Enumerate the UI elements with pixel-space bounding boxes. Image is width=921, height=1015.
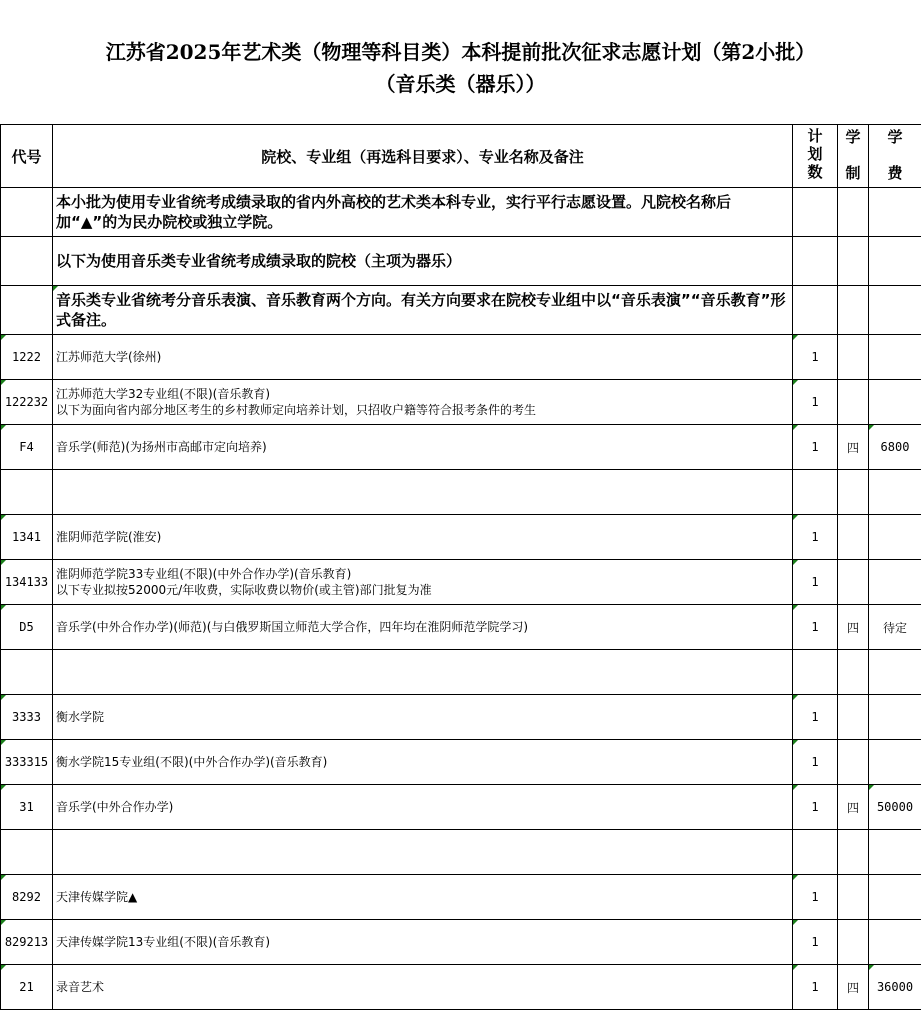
duration-cell	[838, 830, 869, 875]
note-plan-cell	[793, 237, 838, 286]
table-row	[1, 335, 921, 380]
name-cell	[53, 605, 793, 650]
header-plan-char: 划	[807, 145, 823, 163]
note-duration-cell	[838, 286, 869, 335]
document-title-line1: 江苏省2025年艺术类（物理等科目类）本科提前批次征求志愿计划（第2小批）	[105, 40, 816, 64]
note-text: 音乐类专业省统考分音乐表演、音乐教育两个方向。有关方向要求在院校专业组中以“音乐表演”“音乐教育”形式备注。	[53, 286, 793, 335]
name-cell	[53, 830, 793, 875]
plan-count-cell: 1	[793, 740, 838, 785]
name-cell	[53, 380, 793, 425]
name-cell	[53, 650, 793, 695]
name-line2-remark: 以下为面向省内部分地区考生的乡村教师定向培养计划，只招收户籍等符合报考条件的考生	[56, 403, 537, 417]
fee-cell	[869, 875, 921, 920]
code-cell: 1222	[1, 335, 53, 380]
name-line1: 音乐学(师范)(为扬州市高邮市定向培养)	[56, 440, 267, 454]
header-fee	[869, 125, 921, 188]
duration-cell	[838, 560, 869, 605]
plan-count-cell: 1	[793, 785, 838, 830]
header-plan-char: 计	[807, 127, 823, 145]
name-line1: 音乐学(中外合作办学)	[56, 800, 174, 814]
note-row	[1, 188, 921, 237]
header-duration-char: 制	[845, 164, 861, 182]
name-cell	[53, 920, 793, 965]
name-cell	[53, 470, 793, 515]
name-cell	[53, 560, 793, 605]
plan-count-cell: 1	[793, 965, 838, 1010]
code-cell	[1, 650, 53, 695]
name-line1: 江苏师范大学32专业组(不限)(音乐教育)	[56, 387, 270, 401]
plan-count-cell	[793, 470, 838, 515]
code-cell: 3333	[1, 695, 53, 740]
code-cell	[1, 830, 53, 875]
note-row	[1, 286, 921, 335]
duration-cell: 四	[838, 785, 869, 830]
duration-cell: 四	[838, 965, 869, 1010]
header-code: 代号	[1, 125, 53, 188]
fee-cell: 6800	[869, 425, 921, 470]
header-fee-char: 费	[887, 164, 903, 182]
code-cell: 122232	[1, 380, 53, 425]
name-cell	[53, 875, 793, 920]
header-duration-char: 学	[845, 128, 861, 146]
note-plan-cell	[793, 188, 838, 237]
duration-cell	[838, 335, 869, 380]
table-row	[1, 425, 921, 470]
duration-cell: 四	[838, 425, 869, 470]
fee-cell	[869, 695, 921, 740]
plan-count-cell: 1	[793, 920, 838, 965]
header-duration	[838, 125, 869, 188]
table-row	[1, 650, 921, 695]
note-duration-cell	[838, 188, 869, 237]
name-line1: 音乐学(中外合作办学)(师范)(与白俄罗斯国立师范大学合作，四年均在淮阴师范学院学习)	[56, 620, 529, 634]
fee-cell	[869, 515, 921, 560]
duration-cell	[838, 875, 869, 920]
note-fee-cell	[869, 188, 921, 237]
note-text: 以下为使用音乐类专业省统考成绩录取的院校（主项为器乐）	[53, 237, 793, 286]
fee-cell	[869, 335, 921, 380]
name-line2-remark: 以下专业拟按52000元/年收费，实际收费以物价(或主管)部门批复为准	[56, 583, 432, 597]
name-cell	[53, 335, 793, 380]
name-cell	[53, 695, 793, 740]
fee-cell	[869, 920, 921, 965]
table-row	[1, 515, 921, 560]
note-plan-cell	[793, 286, 838, 335]
fee-cell	[869, 380, 921, 425]
name-line1: 天津传媒学院▲	[56, 890, 138, 904]
name-line1: 淮阴师范学院(淮安)	[56, 530, 162, 544]
plan-count-cell	[793, 830, 838, 875]
name-cell	[53, 785, 793, 830]
duration-cell	[838, 650, 869, 695]
name-cell	[53, 965, 793, 1010]
duration-cell	[838, 515, 869, 560]
plan-count-cell: 1	[793, 335, 838, 380]
name-line1: 衡水学院	[56, 710, 105, 724]
document-title-line2: （音乐类（器乐））	[375, 72, 546, 96]
code-cell: F4	[1, 425, 53, 470]
duration-cell	[838, 920, 869, 965]
code-cell: 8292	[1, 875, 53, 920]
duration-cell	[838, 470, 869, 515]
note-fee-cell	[869, 286, 921, 335]
note-text: 本小批为使用专业省统考成绩录取的省内外高校的艺术类本科专业，实行平行志愿设置。凡院校名称后加“▲”的为民办院校或独立学院。	[53, 188, 793, 237]
duration-cell	[838, 740, 869, 785]
code-cell: 21	[1, 965, 53, 1010]
plan-count-cell: 1	[793, 425, 838, 470]
note-fee-cell	[869, 237, 921, 286]
code-cell	[1, 470, 53, 515]
fee-cell	[869, 650, 921, 695]
fee-cell	[869, 830, 921, 875]
name-line1: 天津传媒学院13专业组(不限)(音乐教育)	[56, 935, 270, 949]
table-row	[1, 470, 921, 515]
fee-cell: 36000	[869, 965, 921, 1010]
name-line1: 录音艺术	[56, 980, 105, 994]
duration-cell	[838, 380, 869, 425]
duration-cell: 四	[838, 605, 869, 650]
code-cell: 31	[1, 785, 53, 830]
admission-plan-table	[0, 124, 921, 1010]
table-row	[1, 875, 921, 920]
name-line1: 江苏师范大学(徐州)	[56, 350, 162, 364]
plan-count-cell	[793, 650, 838, 695]
name-cell	[53, 740, 793, 785]
plan-count-cell: 1	[793, 605, 838, 650]
fee-cell: 50000	[869, 785, 921, 830]
plan-count-cell: 1	[793, 875, 838, 920]
table-row	[1, 605, 921, 650]
code-cell: 1341	[1, 515, 53, 560]
fee-cell	[869, 740, 921, 785]
table-header-row	[1, 125, 921, 188]
plan-count-cell: 1	[793, 560, 838, 605]
fee-cell: 待定	[869, 605, 921, 650]
header-fee-char: 学	[887, 128, 903, 146]
code-cell: D5	[1, 605, 53, 650]
table-row	[1, 830, 921, 875]
table-row	[1, 380, 921, 425]
name-cell	[53, 515, 793, 560]
plan-count-cell: 1	[793, 380, 838, 425]
table-row	[1, 695, 921, 740]
note-code-cell	[1, 188, 53, 237]
table-row	[1, 920, 921, 965]
name-line1: 淮阴师范学院33专业组(不限)(中外合作办学)(音乐教育)	[56, 567, 352, 581]
note-code-cell	[1, 237, 53, 286]
fee-cell	[869, 470, 921, 515]
header-plan-char: 数	[807, 163, 823, 181]
table-row	[1, 785, 921, 830]
note-row	[1, 237, 921, 286]
plan-count-cell: 1	[793, 695, 838, 740]
table-row	[1, 740, 921, 785]
code-cell: 333315	[1, 740, 53, 785]
code-cell: 829213	[1, 920, 53, 965]
note-code-cell	[1, 286, 53, 335]
code-cell: 134133	[1, 560, 53, 605]
table-row	[1, 965, 921, 1010]
header-main: 院校、专业组（再选科目要求）、专业名称及备注	[53, 125, 793, 188]
name-line1: 衡水学院15专业组(不限)(中外合作办学)(音乐教育)	[56, 755, 328, 769]
header-plan	[793, 125, 838, 188]
table-row	[1, 560, 921, 605]
note-duration-cell	[838, 237, 869, 286]
plan-count-cell: 1	[793, 515, 838, 560]
duration-cell	[838, 695, 869, 740]
name-cell	[53, 425, 793, 470]
fee-cell	[869, 560, 921, 605]
